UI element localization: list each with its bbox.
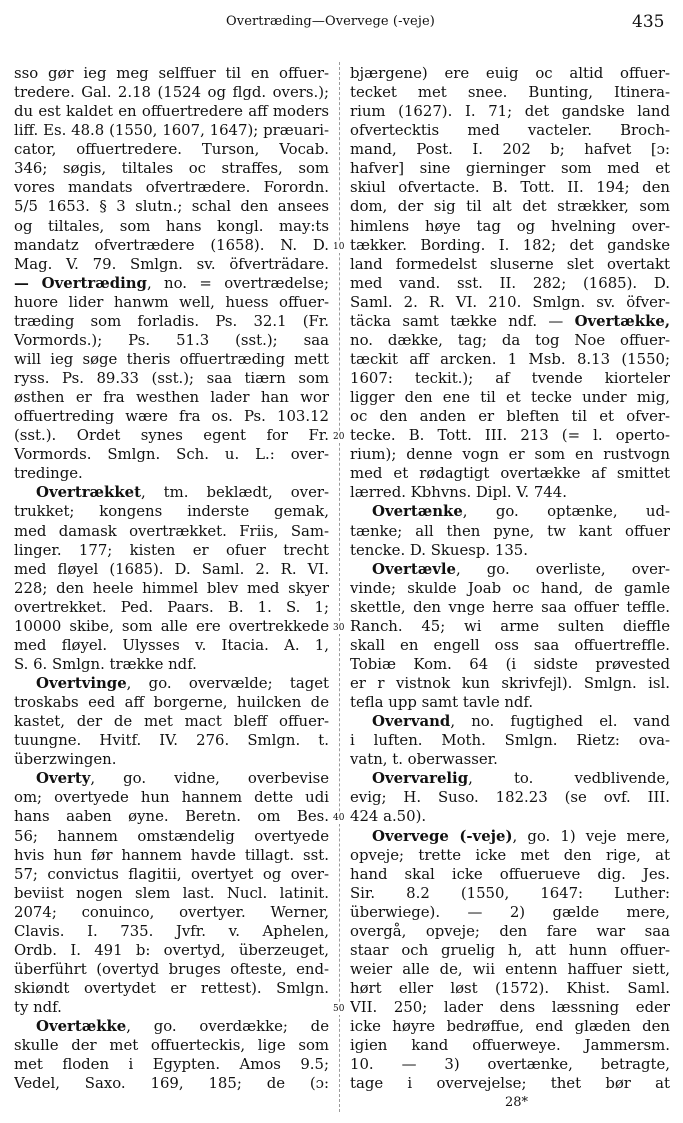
text-line (14, 140, 329, 159)
line-text: tækker. Bording. I. 182; det gandske (350, 235, 670, 254)
text-line (14, 407, 329, 426)
line-text: du est kaldet en offuertredere aff moders (14, 102, 329, 121)
text-line (350, 178, 670, 197)
text-line (350, 598, 670, 617)
text-line (14, 331, 329, 350)
line-text: land formedelst sluserne slet overtakt (350, 254, 670, 273)
headword: Overtænke (372, 502, 463, 521)
left-column (14, 64, 329, 1093)
headword: Overtække, (574, 311, 670, 330)
line-text: linger. 177; kisten er ofuer trecht (14, 540, 329, 559)
line-number-20: 20 (333, 432, 345, 442)
line-text: er r vistnok kun skrivfejl). Smlgn. isl. (350, 674, 670, 692)
line-text: tecket met snee. Bunting, Itinera- (350, 83, 670, 102)
text-line (14, 579, 329, 598)
line-text: icke høyre bedrøffue, end glæden den (350, 1017, 670, 1036)
text-line (14, 255, 329, 274)
text-line (14, 960, 329, 979)
text-line (14, 674, 329, 693)
line-text: med et rødagtigt overtække af smittet (350, 464, 670, 483)
text-line (14, 502, 329, 521)
line-text: überzwingen. (14, 750, 117, 769)
text-line (14, 426, 329, 445)
text-line (350, 1036, 670, 1055)
right-column (350, 64, 670, 1093)
text-line (350, 617, 670, 636)
line-text: oc den anden er bleften til et ofver- (350, 407, 670, 426)
text-line (350, 922, 670, 941)
line-text: tuungne. Hvitf. IV. 276. Smlgn. t. (14, 731, 329, 750)
text-line (14, 121, 329, 140)
line-text: overtrekket. Ped. Paars. B. 1. S. 1; (14, 597, 329, 616)
line-text: tæckit aff arcken. 1 Msb. 8.13 (1550; (350, 349, 670, 368)
line-text: , tm. beklædt, over- (140, 483, 329, 502)
line-text: trukket; kongens inderste gemak, (14, 502, 329, 521)
line-text: offuertreding wære fra os. Ps. 103.12 (14, 407, 329, 426)
line-text: VII. 250; lader dens læssning eder (350, 998, 670, 1017)
line-text: weier alle de, wii entenn haffuer siett, (350, 959, 670, 978)
line-text: mandatz ofvertrædere (1658). N. D. (14, 235, 329, 254)
line-text: 228; den heele himmel blev med skyer (14, 578, 329, 597)
line-text: 2074; conuinco, overtyer. Werner, (14, 902, 329, 921)
line-text: Tobiæ Kom. 64 (i sidste prøvested (350, 654, 670, 673)
text-line (350, 522, 670, 541)
text-line (350, 560, 670, 579)
line-text: Vedel, Saxo. 169, 185; de (ɔ: (14, 1074, 329, 1093)
line-text: tredinge. (14, 464, 83, 483)
line-text: ryss. Ps. 89.33 (sst.); saa tiærn som (14, 369, 329, 387)
line-text: vores mandats ofvertrædere. Forordn. (14, 178, 329, 197)
text-line (350, 960, 670, 979)
text-line (14, 788, 329, 807)
line-text: i luften. Moth. Smlgn. Rietz: ova- (350, 731, 670, 750)
line-text: 10. — 3) overtænke, betragte, (350, 1055, 670, 1074)
text-line (14, 617, 329, 636)
text-line (350, 236, 670, 255)
text-line (350, 197, 670, 216)
line-text: hans aaben øyne. Beretn. om Bes. (14, 807, 329, 826)
headword: Overtrækket (36, 483, 141, 502)
text-line (350, 541, 670, 560)
line-text: med fløyel. Ulysses v. Itacia. A. 1, (14, 635, 329, 654)
line-text: igien kand offuerweye. Jammersm. (350, 1036, 670, 1055)
text-line (350, 998, 670, 1017)
text-line (14, 388, 329, 407)
text-line (350, 1074, 670, 1093)
headword: Overtække (36, 1017, 127, 1036)
line-text: bjærgene) ere euig oc altid offuer- (350, 64, 670, 82)
line-text: hørt eller løst (1572). Khist. Saml. (350, 979, 670, 997)
line-text: med damask overtrækket. Friis, Sam- (14, 521, 329, 540)
text-line (350, 731, 670, 750)
text-line (350, 674, 670, 693)
line-text: täcka samt tække ndf. — (350, 311, 575, 330)
text-line (350, 807, 670, 826)
line-text: ofvertecktis med vacteler. Broch- (350, 121, 670, 140)
line-text: skettle, den vnge herre saa offuer teffle. (350, 597, 670, 616)
text-line (14, 998, 329, 1017)
signature-mark: 28* (505, 1095, 529, 1110)
text-line (14, 464, 329, 483)
line-text: overgå, opveje; den fare war saa (350, 921, 670, 940)
line-text: rium (1627). I. 71; det gandske land (350, 102, 670, 121)
line-text: (sst.). Ordet synes egent for Fr. (14, 426, 329, 445)
text-line (14, 827, 329, 846)
text-line (350, 502, 670, 521)
line-text: Clavis. I. 735. Jvfr. v. Aphelen, (14, 921, 329, 940)
line-text: med fløyel (1685). D. Saml. 2. R. VI. (14, 559, 329, 578)
page-number: 435 (632, 12, 665, 32)
text-line (350, 407, 670, 426)
text-line (14, 350, 329, 369)
text-line (350, 64, 670, 83)
line-text: will ieg søge theris offuertræding mett (14, 349, 329, 368)
text-line (350, 655, 670, 674)
line-text: tage i overvejelse; thet bør at (350, 1074, 670, 1093)
text-line (350, 712, 670, 731)
text-line (350, 293, 670, 312)
line-text: hafver] sine gierninger som med et (350, 159, 670, 178)
text-line (14, 178, 329, 197)
line-number-50: 50 (333, 1004, 345, 1014)
text-line (14, 274, 329, 293)
line-text: hand skal icke offuerueve dig. Jes. (350, 864, 670, 883)
text-line (14, 922, 329, 941)
line-text: hvis hun før hannem havde tillagt. sst. (14, 845, 329, 864)
line-text: überwiege). — 2) gælde mere, (350, 902, 670, 921)
line-text: og tiltales, som hans kongl. may:ts (14, 216, 329, 235)
line-text: no. dække, tag; da tog Noe offuer- (350, 330, 670, 349)
text-line (14, 83, 329, 102)
line-text: himlens høye tag og hvelning over- (350, 216, 670, 235)
text-line (14, 979, 329, 998)
text-line (14, 1036, 329, 1055)
line-text: überführt (overtyd bruges ofteste, end- (14, 959, 329, 978)
text-line (14, 197, 329, 216)
line-text: rium); denne vogn er som en rustvogn (350, 445, 670, 464)
text-line (350, 274, 670, 293)
running-title: Overtræding—Overvege (-veje) (226, 14, 435, 29)
text-line (14, 865, 329, 884)
text-line (14, 636, 329, 655)
text-line (14, 217, 329, 236)
line-text: Ordb. I. 491 b: overtyd, überzeuget, (14, 940, 329, 959)
text-line (14, 731, 329, 750)
text-line (350, 1017, 670, 1036)
text-line (350, 579, 670, 598)
text-line (14, 941, 329, 960)
text-line (14, 560, 329, 579)
headword: Overtvinge (36, 674, 127, 692)
text-line (14, 769, 329, 788)
line-text: sso gør ieg meg selffuer til en offuer- (14, 64, 329, 82)
headword: Overvand (372, 712, 451, 731)
line-text: mand, Post. I. 202 b; hafvet [ɔ: (350, 140, 670, 159)
text-line (350, 769, 670, 788)
text-line (350, 102, 670, 121)
text-line (14, 750, 329, 769)
text-line (350, 979, 670, 998)
line-text: skiul ofvertacte. B. Tott. II. 194; den (350, 178, 670, 197)
text-line (14, 1055, 329, 1074)
line-text: Ranch. 45; wi arme sulten dieffle (350, 616, 670, 635)
text-line (14, 807, 329, 826)
text-line (350, 464, 670, 483)
text-line (350, 941, 670, 960)
line-text: lærred. Kbhvns. Dipl. V. 744. (350, 483, 567, 502)
line-text: tecke. B. Tott. III. 213 (= l. operto- (350, 426, 670, 445)
line-text: træding som forladis. Ps. 32.1 (Fr. (14, 311, 329, 330)
column-divider (339, 62, 340, 1112)
line-text: 56; hannem omstændelig overtyede (14, 826, 329, 845)
line-text: huore lider hanwm well, huess offuer- (14, 292, 329, 311)
line-text: , no. fugtighed el. vand (450, 712, 670, 731)
text-line (14, 102, 329, 121)
line-text: cator, offuertredere. Turson, Vocab. (14, 140, 329, 159)
line-text: beviist nogen slem last. Nucl. latinit. (14, 883, 329, 902)
text-line (14, 655, 329, 674)
text-line (14, 236, 329, 255)
text-line (350, 865, 670, 884)
text-line (350, 388, 670, 407)
text-line (350, 350, 670, 369)
text-line (350, 750, 670, 769)
text-line (350, 636, 670, 655)
text-line (14, 369, 329, 388)
text-line (14, 712, 329, 731)
line-text: opveje; trette icke met den rige, at (350, 845, 670, 864)
line-text: skall en engell oss saa offuertreffle. (350, 635, 670, 654)
line-text: staar och gruelig h, att hunn offuer- (350, 940, 670, 959)
text-line (350, 140, 670, 159)
text-line (14, 483, 329, 502)
line-text: tredere. Gal. 2.18 (1524 og flgd. overs.); (14, 83, 329, 102)
line-text: , go. overliste, over- (455, 559, 670, 578)
line-text: , to. vedblivende, (468, 769, 670, 788)
text-line (350, 255, 670, 274)
text-line (350, 846, 670, 865)
line-text: vatn, t. oberwasser. (350, 750, 498, 769)
line-text: med vand. sst. II. 282; (1685). D. (350, 273, 670, 292)
line-text: tencke. D. Skuesp. 135. (350, 540, 528, 559)
line-text: om; overtyede hun hannem dette udi (14, 788, 329, 807)
text-line (14, 522, 329, 541)
text-line (350, 1055, 670, 1074)
line-number-40: 40 (333, 813, 345, 823)
text-line (14, 312, 329, 331)
headword: Overty (36, 769, 91, 788)
text-line (14, 846, 329, 865)
text-line (350, 159, 670, 178)
text-line (14, 598, 329, 617)
text-line (14, 541, 329, 560)
line-text: 424 a.50). (350, 807, 427, 826)
headword: Overtævle (372, 559, 456, 578)
line-text: S. 6. Smlgn. trække ndf. (14, 654, 197, 673)
line-text: , go. vidne, overbevise (90, 769, 329, 788)
line-text: østhen er fra westhen lader han wor (14, 388, 329, 407)
headword: Overvege (-veje) (372, 826, 513, 845)
text-line (350, 903, 670, 922)
line-text: Vormords.); Ps. 51.3 (sst.); saa (14, 330, 329, 349)
line-text: 57; convictus flagitii, overtyet og over- (14, 864, 329, 883)
line-text: ligger den ene til et tecke under mig, (350, 388, 670, 407)
text-line (14, 903, 329, 922)
text-line (350, 827, 670, 846)
line-text: , go. overvælde; taget (126, 674, 329, 692)
line-text: tefla upp samt tavle ndf. (350, 693, 534, 712)
text-line (14, 159, 329, 178)
text-line (14, 445, 329, 464)
headword: — Overtræding (14, 273, 147, 292)
line-text: Saml. 2. R. VI. 210. Smlgn. sv. öfver- (350, 292, 670, 311)
line-text: ty ndf. (14, 998, 62, 1017)
line-number-10: 10 (333, 242, 345, 252)
text-line (14, 884, 329, 903)
line-text: met floden i Egypten. Amos 9.5; (14, 1055, 329, 1074)
line-text: , no. = overtrædelse; (146, 273, 329, 292)
text-line (350, 693, 670, 712)
text-line (350, 83, 670, 102)
line-text: 5/5 1653. § 3 slutn.; schal den ansees (14, 197, 329, 216)
line-number-30: 30 (333, 623, 345, 633)
line-text: evig; H. Suso. 182.23 (se ovf. III. (350, 788, 670, 807)
line-text: troskabs eed aff borgerne, huilcken de (14, 693, 329, 712)
line-text: vinde; skulde Joab oc hand, de gamle (350, 578, 670, 597)
running-header (0, 12, 683, 34)
headword: Overvarelig (372, 769, 469, 788)
text-line (14, 1074, 329, 1093)
text-line (14, 1017, 329, 1036)
text-line (14, 64, 329, 83)
text-line (350, 483, 670, 502)
text-line (350, 369, 670, 388)
text-line (350, 788, 670, 807)
line-text: 346; søgis, tiltales oc straffes, som (14, 159, 329, 178)
line-text: , go. overdække; de (126, 1017, 329, 1036)
text-line (350, 217, 670, 236)
line-text: , go. optænke, ud- (462, 502, 670, 521)
line-text: skulle der met offuerteckis, lige som (14, 1036, 329, 1055)
line-text: liff. Es. 48.8 (1550, 1607, 1647); præuari- (14, 121, 329, 140)
line-text: Vormords. Smlgn. Sch. u. L.: over- (14, 445, 329, 464)
line-text: Mag. V. 79. Smlgn. sv. öfverträdare. (14, 254, 329, 273)
line-text: kastet, der de met mact bleff offuer- (14, 712, 329, 731)
text-line (350, 331, 670, 350)
line-text: Sir. 8.2 (1550, 1647: Luther: (350, 883, 670, 902)
text-line (14, 693, 329, 712)
line-text: dom, der sig til alt det strækker, som (350, 197, 670, 216)
line-text: skiøndt overtydet er rettest). Smlgn. (14, 979, 329, 997)
text-line (350, 121, 670, 140)
text-line (14, 293, 329, 312)
line-text: , go. 1) veje mere, (512, 826, 670, 845)
text-line (350, 884, 670, 903)
line-text: 1607: teckit.); af tvende kiorteler (350, 369, 670, 387)
text-line (350, 445, 670, 464)
text-line (350, 312, 670, 331)
line-text: 10000 skibe, som alle ere overtrekkede (14, 616, 329, 635)
text-line (350, 426, 670, 445)
line-text: tænke; all then pyne, tw kant offuer (350, 521, 670, 540)
